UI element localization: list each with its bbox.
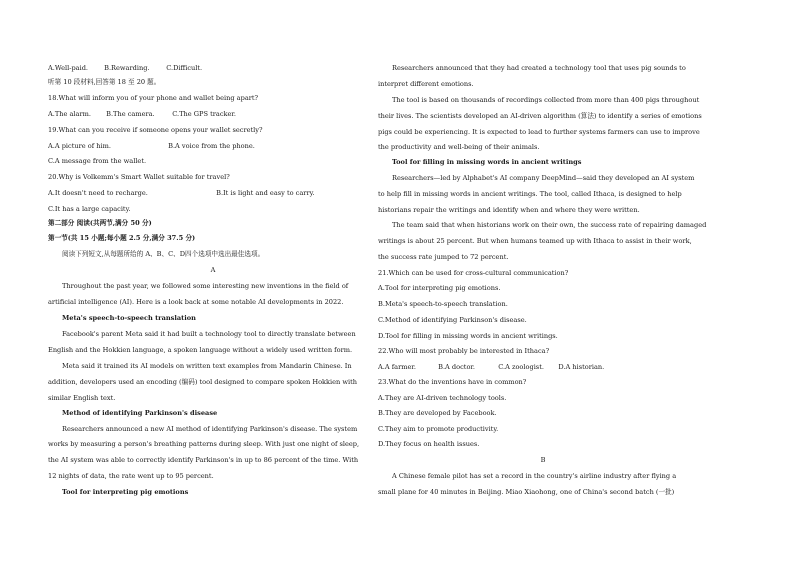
question-23: 23.What do the inventions have in common? <box>378 378 527 386</box>
q21-option-a[interactable]: A.Tool for interpreting pig emotions. <box>378 284 501 292</box>
passage-b-line-2: small plane for 40 minutes in Beijing. Miao Xiaohong, one of China's second batch (一批) <box>378 488 675 496</box>
reading-instruction: 阅读下列短文,从每题所给的 A、B、C、D四个选项中选出最佳选项。 <box>62 250 265 258</box>
q21-option-b[interactable]: B.Meta's speech-to-speech translation. <box>378 300 508 308</box>
q21-option-c[interactable]: C.Method of identifying Parkinson's disease. <box>378 316 527 324</box>
ithaca-paragraph-line-3: historians repair the writings and identify when and where they were written. <box>378 206 640 214</box>
pig-paragraph-line-5: pigs could be experiencing. It is expected to lead to further systems farmers can use to improve <box>378 128 700 136</box>
pig-paragraph-line-4: their lives. The scientists developed an AI-driven algorithm (算法) to identify a series of emotions <box>378 112 702 120</box>
passage-b-line-1: A Chinese female pilot has set a record in the country's airline industry after flying a <box>392 472 677 480</box>
ithaca-paragraph-line-4: The team said that when historians work on their own, the success rate of repairing damaged <box>392 221 707 229</box>
ithaca-paragraph-line-6: the success rate jumped to 72 percent. <box>378 253 509 261</box>
heading-speech-translation: Meta's speech-to-speech translation <box>62 314 196 322</box>
q18-options <box>48 110 378 119</box>
ithaca-paragraph-line-5: writings is about 25 percent. But when humans teamed up with Ithaca to assist in their work, <box>378 237 692 245</box>
q20-options-ab <box>48 189 378 198</box>
ithaca-paragraph-line-1: Researchers—led by Alphabet's AI company DeepMind—said they developed an AI system <box>392 174 695 182</box>
question-21: 21.Which can be used for cross-cultural communication? <box>378 269 569 277</box>
question-22: 22.Who will most probably be interested in Ithaca? <box>378 347 550 355</box>
q17-options <box>48 64 378 73</box>
listen-instruction: 听第 10 段材料,回答第 18 至 20 题。 <box>48 78 161 86</box>
section-one-heading: 第一节(共 15 小题;每小题 2.5 分,满分 37.5 分) <box>48 234 196 242</box>
paragraph-2-line-2: English and the Hokkien language, a spoken language without a widely used written form. <box>48 346 353 354</box>
pig-paragraph-line-6: the productivity and well-being of their animals. <box>378 143 540 151</box>
heading-ancient-writings: Tool for filling in missing words in ancient writings <box>392 158 582 166</box>
pig-paragraph-line-3: The tool is based on thousands of recordings collected from more than 400 pigs throughout <box>392 96 700 104</box>
q17-option-a[interactable]: A.Well-paid. <box>48 64 89 72</box>
ithaca-paragraph-line-2: to help fill in missing words in ancient writings. The tool, called Ithaca, is designed to help <box>378 190 682 198</box>
part-two-heading: 第二部分 阅读(共两节,满分 50 分) <box>48 219 152 227</box>
q17-option-c[interactable]: C.Difficult. <box>166 64 203 72</box>
paragraph-3-line-2: addition, developers used an encoding (编码) tool designed to compare spoken Hokkien with <box>48 378 358 386</box>
paragraph-4-line-3: the AI system was able to correctly identify Parkinson's in up to 86 percent of the time. With <box>48 456 359 464</box>
q18-option-a[interactable]: A.The alarm. <box>48 110 91 118</box>
q19-option-c[interactable]: C.A message from the wallet. <box>48 157 147 165</box>
paragraph-4-line-1: Researchers announced a new AI method of identifying Parkinson's disease. The system <box>62 425 358 433</box>
question-19: 19.What can you receive if someone opens your wallet secretly? <box>48 126 263 134</box>
paragraph-1-line-2: artificial intelligence (AI). Here is a look back at some notable AI developments in 2022. <box>48 298 344 306</box>
q19-options-ab <box>48 142 378 151</box>
q21-option-d[interactable]: D.Tool for filling in missing words in ancient writings. <box>378 332 558 340</box>
q22-option-c[interactable]: C.A zoologist. <box>498 363 544 371</box>
q18-option-b[interactable]: B.The camera. <box>106 110 155 118</box>
q18-option-c[interactable]: C.The GPS tracker. <box>172 110 236 118</box>
q23-option-a[interactable]: A.They are AI-driven technology tools. <box>378 394 507 402</box>
q22-option-a[interactable]: A.A farmer. <box>378 363 416 371</box>
paragraph-4-line-4: 12 nights of data, the rate went up to 95 percent. <box>48 472 214 480</box>
q22-option-d[interactable]: D.A historian. <box>558 363 605 371</box>
paragraph-4-line-2: works by measuring a person's breathing patterns during sleep. With just one night of sleep, <box>48 440 360 448</box>
question-18: 18.What will inform you of your phone and wallet being apart? <box>48 94 259 102</box>
q19-option-a[interactable]: A.A picture of him. <box>48 142 111 150</box>
q23-option-b[interactable]: B.They are developed by Facebook. <box>378 409 497 417</box>
paragraph-1-line-1: Throughout the past year, we followed some interesting new inventions in the field of <box>62 282 349 290</box>
heading-pig-emotions: Tool for interpreting pig emotions <box>62 488 189 496</box>
heading-parkinsons: Method of identifying Parkinson's disease <box>62 409 218 417</box>
q20-option-a[interactable]: A.It doesn't need to recharge. <box>48 189 148 197</box>
paragraph-3-line-3: similar English text. <box>48 394 116 402</box>
q19-option-b[interactable]: B.A voice from the phone. <box>168 142 255 150</box>
q20-option-c[interactable]: C.It has a large capacity. <box>48 205 131 213</box>
q22-options <box>378 363 708 372</box>
pig-paragraph-line-2: interpret different emotions. <box>378 80 474 88</box>
q22-option-b[interactable]: B.A doctor. <box>438 363 475 371</box>
q20-option-b[interactable]: B.It is light and easy to carry. <box>216 189 315 197</box>
paragraph-2-line-1: Facebook's parent Meta said it had built a technology tool to directly translate between <box>62 330 356 338</box>
q23-option-c[interactable]: C.They aim to promote productivity. <box>378 425 499 433</box>
passage-a-letter: A <box>210 266 216 274</box>
paragraph-3-line-1: Meta said it trained its AI models on written text examples from Mandarin Chinese. In <box>62 362 352 370</box>
q17-option-b[interactable]: B.Rewarding. <box>104 64 150 72</box>
pig-paragraph-line-1: Researchers announced that they had created a technology tool that uses pig sounds to <box>392 64 686 72</box>
passage-b-letter: B <box>540 456 546 464</box>
q23-option-d[interactable]: D.They focus on health issues. <box>378 440 480 448</box>
question-20: 20.Why is Volkemm's Smart Wallet suitable for travel? <box>48 173 230 181</box>
